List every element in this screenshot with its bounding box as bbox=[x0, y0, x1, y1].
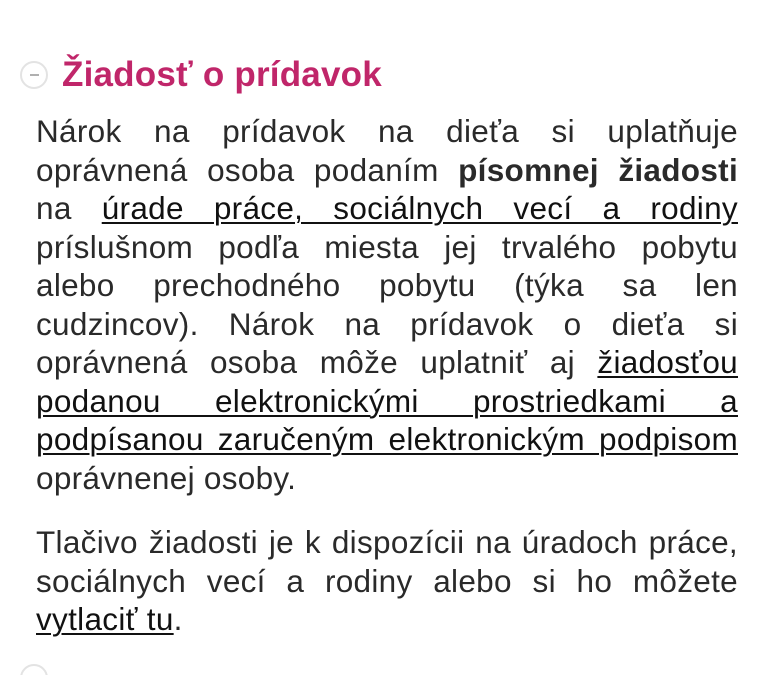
section-header[interactable] bbox=[20, 48, 382, 102]
section-content bbox=[36, 112, 738, 639]
paragraph1-bold-text: písomnej žiadosti bbox=[458, 151, 738, 188]
print-form-link[interactable]: vytlaciť tu bbox=[36, 601, 174, 637]
section-title[interactable]: Žiadosť o prídavok bbox=[62, 55, 382, 94]
paragraph1-text-3: príslušnom podľa miesta jej trvalého pobytu alebo prechodného pobytu (týka sa len cudzincov). Nárok na prídavok o dieťa si oprávnená osoba môže uplatniť aj bbox=[36, 228, 738, 380]
paragraph1-text-2: na bbox=[36, 190, 102, 226]
paragraph1-text-4: oprávnenej osoby. bbox=[36, 459, 297, 496]
minus-glyph bbox=[30, 74, 39, 76]
paragraph2-text-2: . bbox=[173, 601, 183, 637]
paragraph1-text-1: Nárok na prídavok na dieťa si uplatňuje oprávnená osoba podaním bbox=[36, 113, 738, 188]
collapse-minus-icon[interactable] bbox=[20, 61, 48, 89]
next-section-toggle-icon[interactable] bbox=[20, 664, 48, 675]
paragraph2-text-1: Tlačivo žiadosti je k dispozícii na úradoch práce, sociálnych vecí a rodiny alebo si ho môžete bbox=[36, 524, 738, 599]
electronic-application-link[interactable]: žiadosťou podanou elektronickými prostriedkami a podpísanou zaručeným elektronickým podpisom bbox=[36, 344, 738, 457]
paragraph-form-info bbox=[36, 523, 738, 639]
paragraph-claim-info bbox=[36, 112, 738, 497]
upsvr-office-link[interactable]: úrade práce, sociálnych vecí a rodiny bbox=[101, 190, 738, 226]
